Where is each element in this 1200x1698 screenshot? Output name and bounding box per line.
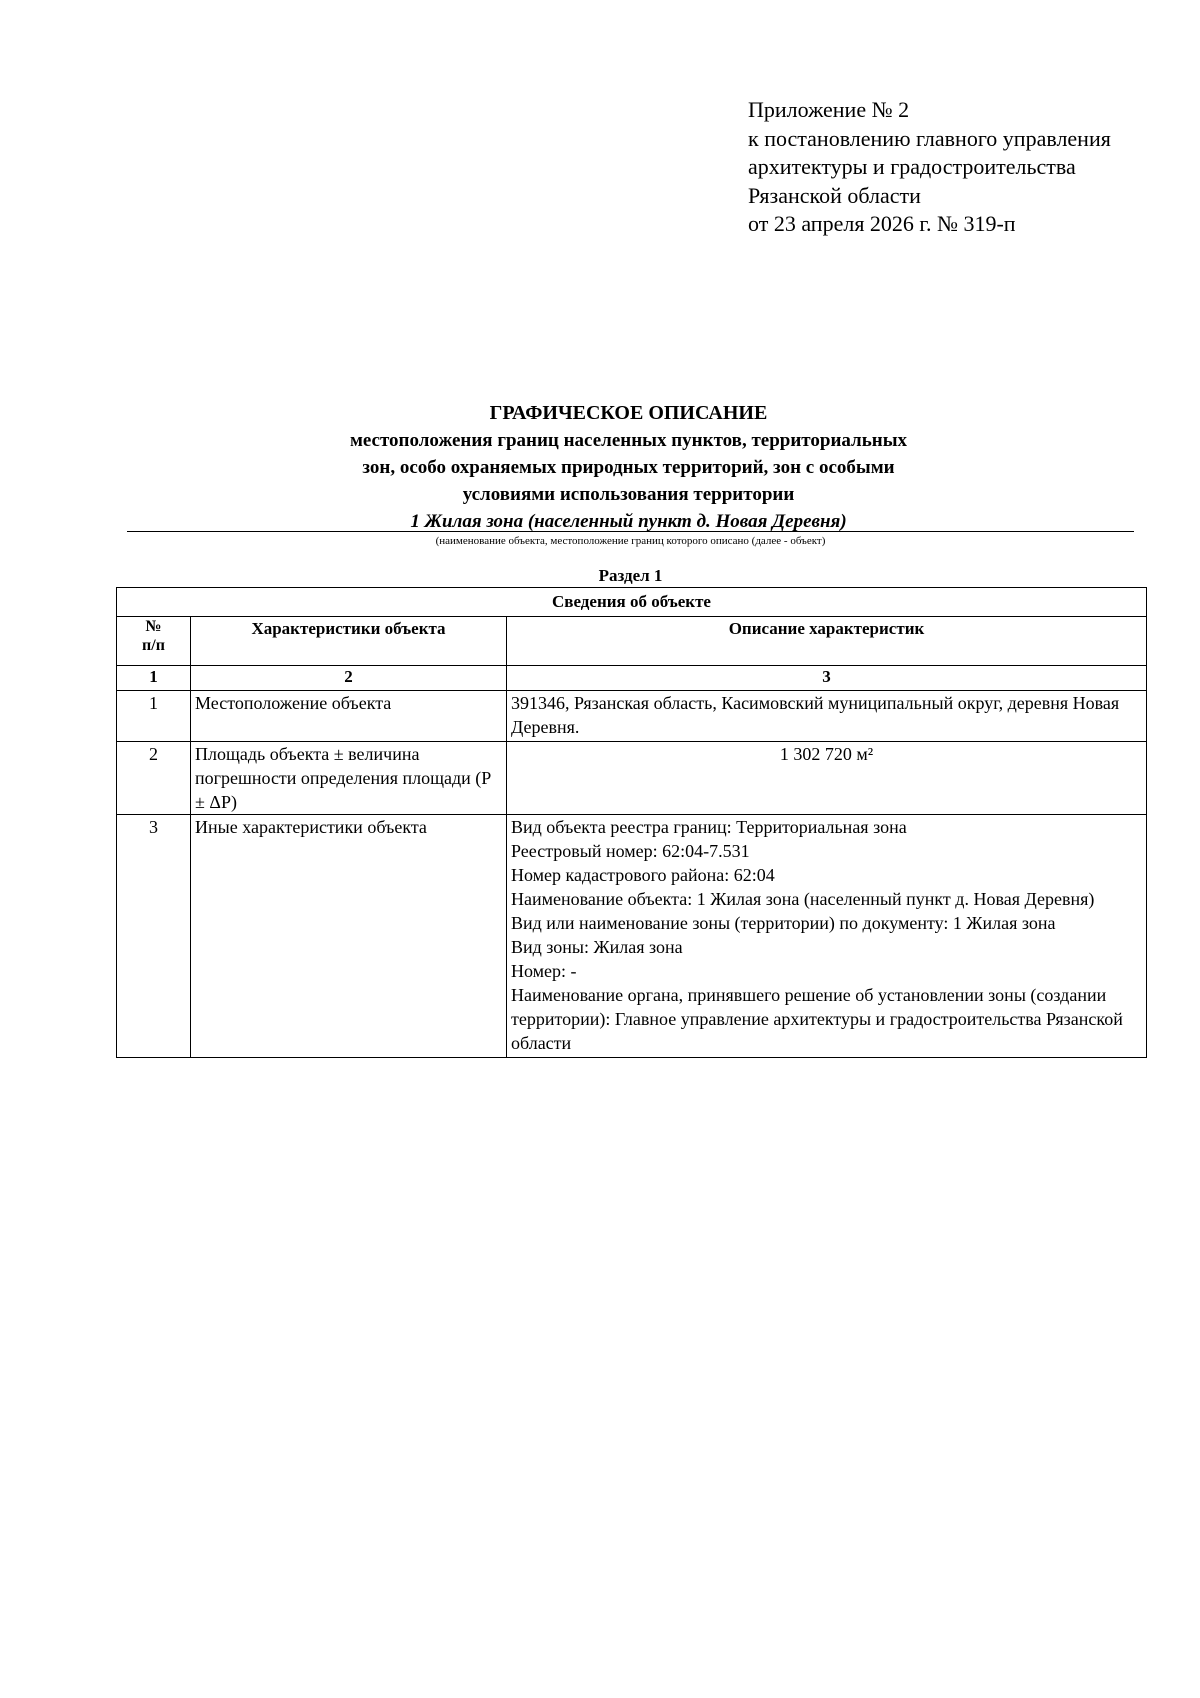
table-row (117, 815, 1147, 1058)
column-index-row (117, 666, 1147, 691)
column-header-characteristic: Характеристики объекта (191, 617, 507, 666)
appendix-note (748, 96, 1178, 239)
description-line: Вид зоны: Жилая зона (511, 937, 683, 957)
row-number: 2 (117, 742, 191, 815)
description-line: Наименование объекта: 1 Жилая зона (населенный пункт д. Новая Деревня) (511, 889, 1095, 909)
object-name: 1 Жилая зона (населенный пункт д. Новая Деревня) (410, 511, 847, 532)
description-line: Вид объекта реестра границ: Территориальная зона (511, 817, 907, 837)
column-header-description: Описание характеристик (507, 617, 1147, 666)
row-description (507, 815, 1147, 1058)
document-subtitle-line: условиями использования территории (462, 484, 795, 505)
row-characteristic: Местоположение объекта (191, 691, 507, 742)
table-title-row (117, 588, 1147, 617)
object-caption: (наименование объекта, местоположение границ которого описано (далее - объект) (435, 535, 826, 547)
column-header-number-text: № п/п (142, 618, 165, 654)
description-line: Номер: - (511, 961, 577, 981)
document-subtitle-line: местоположения границ населенных пунктов, территориальных (349, 430, 908, 451)
row-number: 1 (117, 691, 191, 742)
description-line: Реестровый номер: 62:04-7.531 (511, 841, 750, 861)
description-line: Наименование органа, принявшего решение об установлении зоны (создании территории): Главное управление архитектуры и градостроительства Рязанской области (511, 985, 1123, 1053)
section-title: Раздел 1 (598, 566, 663, 585)
column-header-number (117, 617, 191, 666)
description-line: Номер кадастрового района: 62:04 (511, 865, 775, 885)
column-index: 1 (117, 666, 191, 691)
appendix-line: от 23 апреля 2026 г. № 319-п (748, 211, 1016, 236)
document-title-block (127, 400, 1130, 535)
row-description: 1 302 720 м² (507, 742, 1147, 815)
row-characteristic: Площадь объекта ± величина погрешности определения площади (P ± ΔP) (191, 742, 507, 815)
column-index: 2 (191, 666, 507, 691)
document-title: ГРАФИЧЕСКОЕ ОПИСАНИЕ (489, 402, 768, 424)
row-number: 3 (117, 815, 191, 1058)
table-row (117, 742, 1147, 815)
object-name-underline (127, 531, 1134, 532)
table-row (117, 691, 1147, 742)
row-description: 391346, Рязанская область, Касимовский муниципальный округ, деревня Новая Деревня. (507, 691, 1147, 742)
object-info-table (116, 587, 1147, 1058)
table-header-row (117, 617, 1147, 666)
description-line: Вид или наименование зоны (территории) по документу: 1 Жилая зона (511, 913, 1056, 933)
appendix-line: к постановлению главного управления (748, 125, 1111, 151)
table-title: Сведения об объекте (117, 588, 1147, 617)
appendix-line: Приложение № 2 (748, 97, 910, 122)
document-subtitle-line: зон, особо охраняемых природных территорий, зон с особыми (362, 457, 895, 478)
row-characteristic: Иные характеристики объекта (191, 815, 507, 1058)
appendix-line: Рязанской области (748, 182, 921, 208)
column-index: 3 (507, 666, 1147, 691)
appendix-line: архитектуры и градостроительства (748, 154, 1076, 179)
